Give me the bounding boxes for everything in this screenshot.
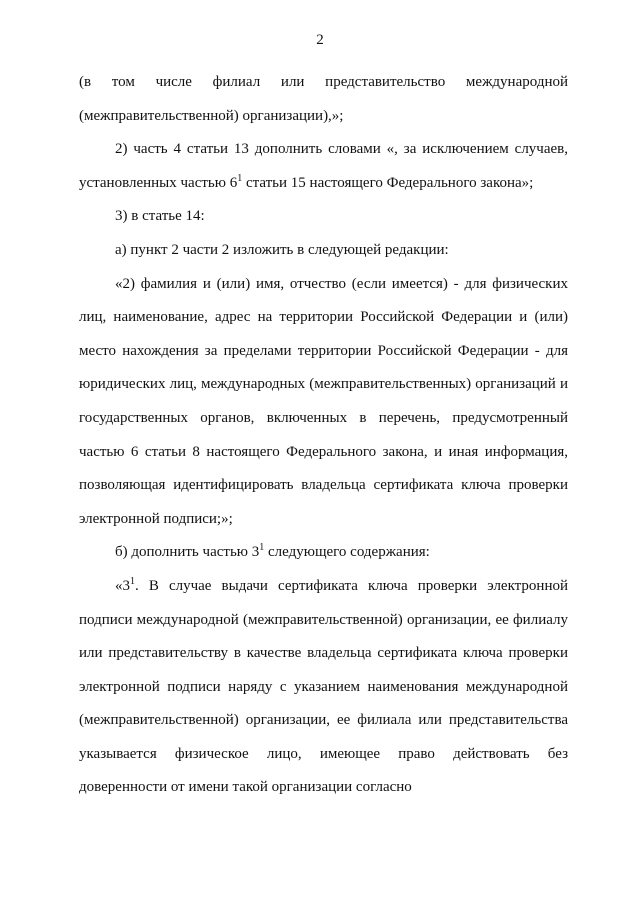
- paragraph-text: (в том числе филиал или представительство международной (межправительственной) организации),»;: [79, 74, 568, 124]
- paragraph: [79, 133, 568, 200]
- paragraph-text: «2) фамилия и (или) имя, отчество (если имеется) - для физических лиц, наименование, адрес на территории Российской Федерации и (или) место нахождения за пределами территории Российской Федерации - для юридических лиц, международных (межправительственных) организаций и государственных органов, включенных в перечень, предусмотренный частью 6 статьи 8 настоящего Федерального закона, и иная информация, позволяющая идентифицировать владельца сертификата ключа проверки электронной подписи;»;: [79, 275, 568, 527]
- superscript: 1: [237, 172, 243, 184]
- superscript: 1: [259, 542, 265, 554]
- paragraph-text: статьи 15 настоящего Федерального закона»;: [242, 174, 534, 191]
- paragraph: [79, 200, 568, 234]
- paragraph-text: следующего содержания:: [264, 544, 430, 561]
- paragraph: [79, 570, 568, 805]
- paragraph-text: а) пункт 2 части 2 изложить в следующей редакции:: [115, 241, 449, 258]
- paragraph-text: . В случае выдачи сертификата ключа проверки электронной подписи международной (межправительственной) организации, ее филиалу или представительству в качестве владельца сертификата ключа проверки электронной подписи наряду с указанием наименования международной (межправительственной) организации, ее филиала или представительства указывается физическое лицо, имеющее право действовать без доверенности от имени такой организации согласно: [79, 577, 568, 796]
- paragraph-text: б) дополнить частью 3: [115, 544, 260, 561]
- superscript: 1: [130, 575, 135, 587]
- paragraph-text: 2) часть 4 статьи 13 дополнить словами «, за исключением случаев, установленных частью 6: [79, 141, 568, 191]
- paragraph: [79, 66, 568, 133]
- paragraph: [79, 536, 568, 570]
- page-number: 2: [316, 32, 324, 48]
- document-body: [79, 66, 568, 805]
- paragraph: [79, 234, 568, 268]
- paragraph-text: 3) в статье 14:: [115, 208, 205, 225]
- paragraph: [79, 268, 568, 537]
- paragraph-text: «3: [115, 577, 130, 594]
